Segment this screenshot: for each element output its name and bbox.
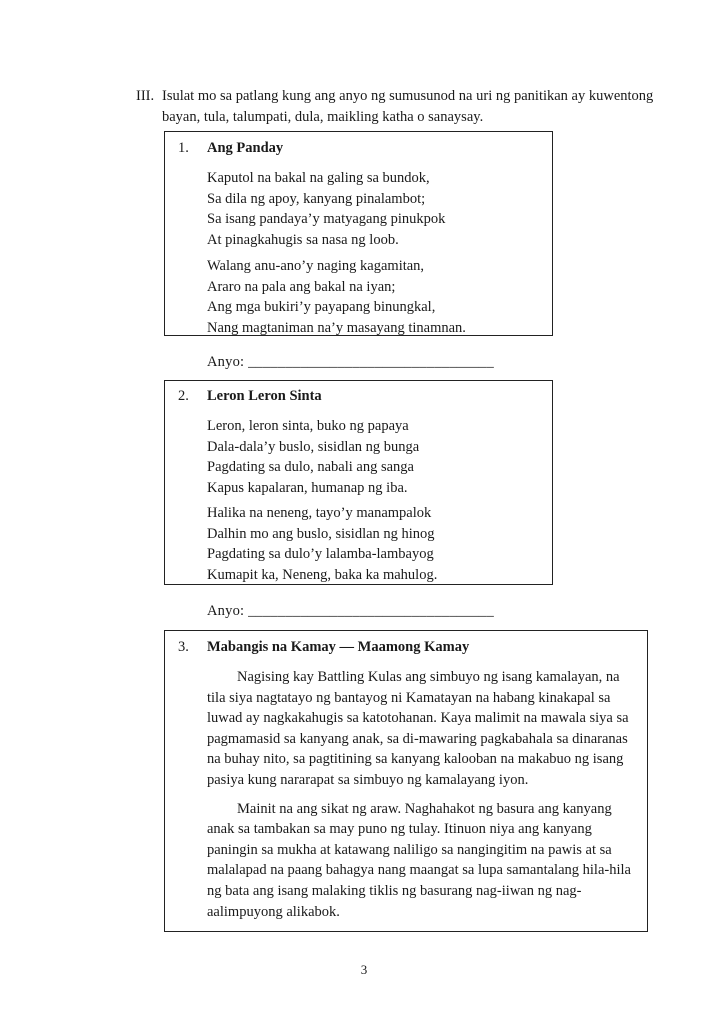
- item-title: Ang Panday: [207, 140, 284, 156]
- stanza: [207, 416, 419, 498]
- prose-excerpt: [207, 667, 639, 922]
- item-number: 2.: [178, 388, 189, 404]
- paragraph: Mainit na ang sikat ng araw. Naghahakot ng basura ang kanyang anak sa tambakan sa may puno ng tulay. Itinuon niya ang kanyang paningin sa mukha at katawang naliligo sa nangingitim na pawis at sa malalapad na paang bahagya nang maangat sa lupa samantalang hila-hila ng bata ang isang malaking tiklis ng basurang nag-iiwan ng nag-aalimpuyong alikabok.: [207, 800, 631, 920]
- item-number: 3.: [178, 639, 189, 655]
- instruction-number: III.: [136, 88, 155, 104]
- verse-line: Sa isang pandaya’y matyagang pinukpok: [207, 211, 446, 227]
- stanza: [207, 256, 466, 338]
- verse-line: Leron, leron sinta, buko ng papaya: [207, 418, 409, 434]
- item-box-1: [164, 131, 553, 336]
- verse-line: Nang magtaniman na’y masayang tinamnan.: [207, 319, 466, 336]
- instruction: [136, 86, 656, 128]
- verse-line: Sa dila ng apoy, kanyang pinalambot;: [207, 190, 426, 207]
- verse-line: Kaputol na bakal na galing sa bundok,: [207, 170, 430, 186]
- paragraph: Nagising kay Battling Kulas ang simbuyo ng isang kamalayan, na tila siya nagtatayo ng bantayog ni Kamatayan na habang kinakapal sa luwad ay nagkakahugis sa katotohanan. Kaya malimit na mawala siya sa pagmamasid sa kanyang anak, sa di-mawaring pagkabahala sa dinaranas na buhay nito, sa pagtitining sa kanyang kalooban na makabuo ng isang pasiya kung nararapat sa simbuyo ng kamalayang iyon.: [207, 669, 629, 788]
- verse-line: Dalhin mo ang buslo, sisidlan ng hinog: [207, 525, 435, 542]
- verse-line: Halika na neneng, tayo’y manampalok: [207, 505, 432, 521]
- item-title: Mabangis na Kamay — Maamong Kamay: [207, 639, 470, 655]
- answer-line-1[interactable]: Anyo: _________________________________: [207, 354, 494, 370]
- verse-line: Walang anu-ano’y naging kagamitan,: [207, 258, 425, 274]
- item-box-3: [164, 630, 648, 932]
- stanza: [207, 503, 437, 585]
- verse-line: Araro na pala ang bakal na iyan;: [207, 278, 396, 295]
- page-number: 3: [360, 962, 368, 977]
- verse-line: Pagdating sa dulo, nabali ang sanga: [207, 459, 414, 475]
- verse-line: At pinagkahugis sa nasa ng loob.: [207, 231, 399, 248]
- item-box-2: [164, 380, 553, 585]
- stanza: [207, 168, 445, 250]
- verse-line: Ang mga bukiri’y payapang binungkal,: [207, 299, 436, 315]
- verse-line: Kapus kapalaran, humanap ng iba.: [207, 479, 408, 496]
- answer-line-2[interactable]: Anyo: _________________________________: [207, 603, 494, 619]
- verse-line: Dala-dala’y buslo, sisidlan ng bunga: [207, 438, 420, 455]
- instruction-text: Isulat mo sa patlang kung ang anyo ng sumusunod na uri ng panitikan ay kuwentong bayan, tula, talumpati, dula, maikling katha o sanaysay.: [162, 88, 654, 125]
- item-number: 1.: [178, 140, 189, 156]
- item-title: Leron Leron Sinta: [207, 388, 322, 404]
- verse-line: Pagdating sa dulo’y lalamba-lambayog: [207, 546, 434, 562]
- verse-line: Kumapit ka, Neneng, baka ka mahulog.: [207, 566, 438, 583]
